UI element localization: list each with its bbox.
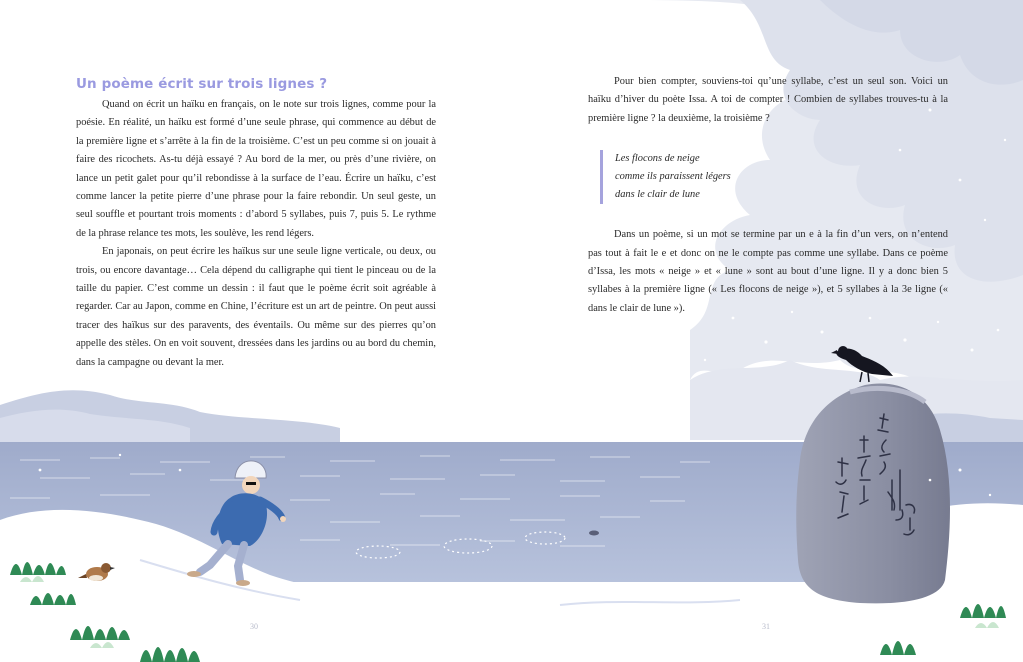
left-page-body bbox=[76, 96, 436, 372]
paragraph: Dans un poème, si un mot se termine par un e à la fin d’un vers, on n’entend pas tout à fait le e et donc on ne le compte pas comme une syllabe. Dans ce poème d’Issa, les mots « neige » et « lune » sont au bout d’une ligne. Il y a donc bien 5 syllabes à la première ligne (« Les flocons de neige »), et 5 syllabes à la 3e ligne (« dans le clair de lune »). bbox=[588, 229, 948, 314]
paragraph: Quand on écrit un haïku en français, on le note sur trois lignes, comme pour la poésie. En réalité, un haïku est formé d’une seule phrase, qui commence au début de la première ligne et s’arrête à la fin de la troisième. C’est un peu comme si on jouait à faire des ricochets. As-tu déjà essayé ? Au bord de la mer, ou près d’une rivière, on lance un petit galet pour qu’il rebondisse à la surface de l’eau. Écrire un haïku, c’est comme lancer la petite pierre d’une phrase pour la faire rebondir. Un seul geste, un seul souffle et pourtant trois moments : d’abord 5 syllabes, puis 7, puis 5. Le rythme de la phrase relance tes mots, les soulève, les rend légers. bbox=[76, 99, 436, 239]
page-title: Un poème écrit sur trois lignes ? bbox=[76, 76, 328, 92]
haiku-line: Les flocons de neige bbox=[615, 153, 700, 165]
haiku-line: dans le clair de lune bbox=[615, 189, 700, 201]
page-number-left: 30 bbox=[250, 622, 258, 631]
paragraph: Pour bien compter, souviens-toi qu’une syllabe, c’est un seul son. Voici un haïku d’hiver du poète Issa. A toi de compter ! Combien de syllabes trouves-tu à la première ligne ? la deuxième, la troisième ? bbox=[588, 76, 948, 124]
paragraph: En japonais, on peut écrire les haïkus sur une seule ligne verticale, ou deux, ou trois, ou encore davantage… Cela dépend du calligraphe qui tient le pinceau ou de la taille du papier. C’est comme un dessin : il faut que le poème écrit soit agréable à regarder. Car au Japon, comme en Chine, l’écriture est un art de peintre. On peut aussi tracer des haïkus sur des paravents, des éventails. Ou même sur des pierres qu’on appelle des stèles. On en voit souvent, dressées dans les jardins ou au bord du chemin, dans la campagne ou devant la mer. bbox=[76, 246, 436, 368]
right-page-body bbox=[588, 73, 948, 318]
haiku-line: comme ils paraissent légers bbox=[615, 171, 731, 183]
page-number-right: 31 bbox=[762, 622, 770, 631]
haiku-quote bbox=[600, 150, 948, 204]
